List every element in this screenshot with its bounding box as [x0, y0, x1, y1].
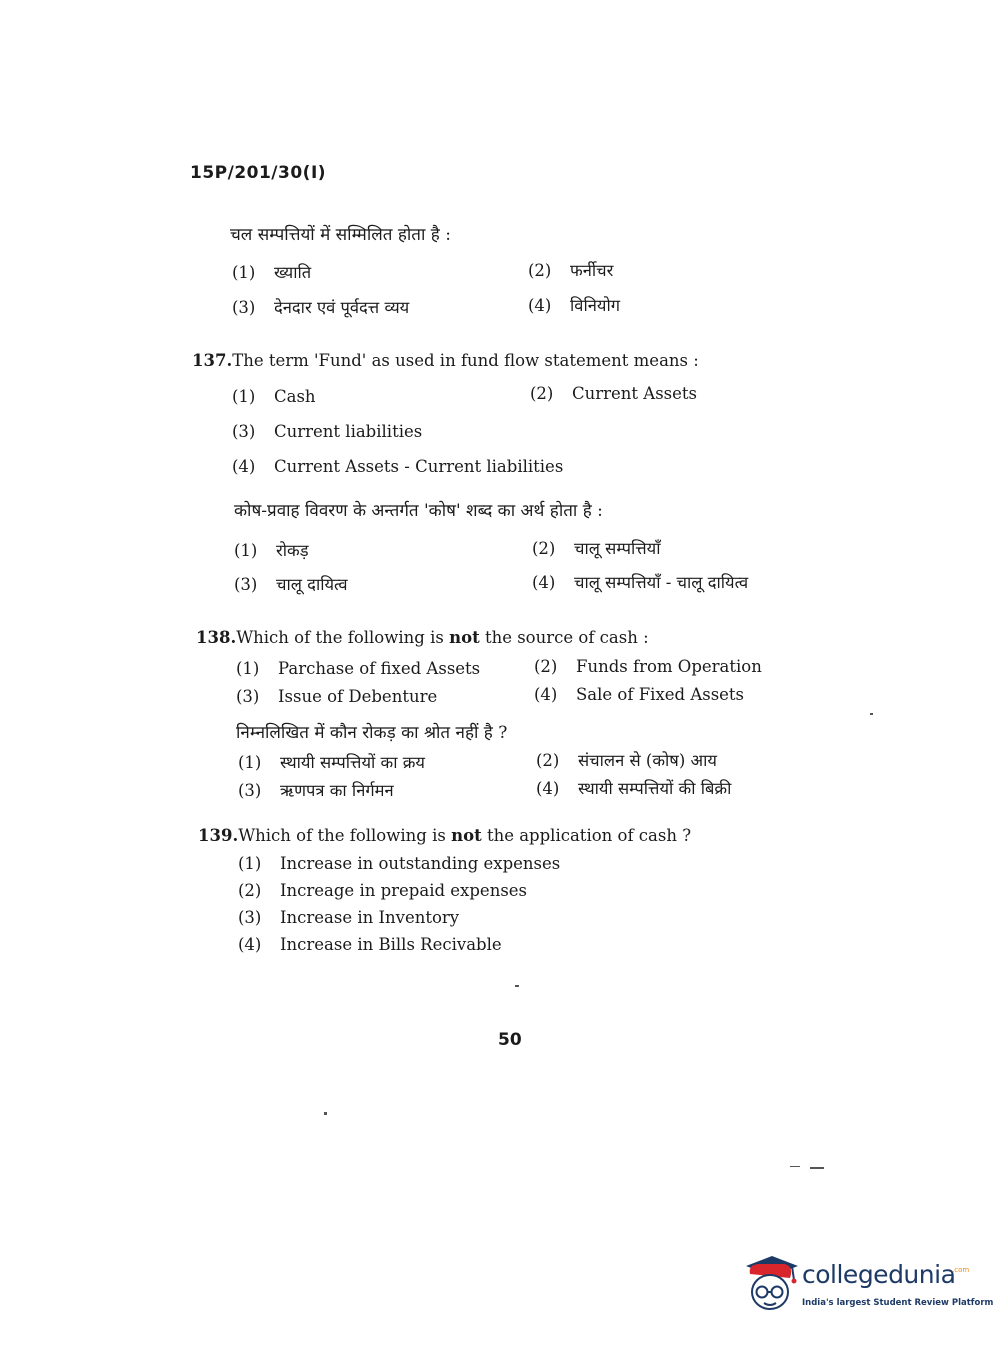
- scan-speck: [790, 1166, 800, 1167]
- option-number: (4): [532, 573, 556, 592]
- q137-hindi-option-3: [234, 572, 348, 595]
- question-text-emphasis: not: [451, 826, 482, 845]
- option-text: Funds from Operation: [576, 657, 762, 676]
- q136-hindi-option-3: [232, 295, 409, 318]
- option-number: (2): [534, 657, 558, 676]
- q137-option-4: [232, 457, 563, 476]
- option-number: (1): [236, 659, 260, 678]
- q136-hindi-option-1: [232, 260, 311, 283]
- question-text-pre: Which of the following is: [238, 826, 452, 845]
- q137-option-1: [232, 387, 316, 406]
- q139-option-4: [238, 935, 502, 954]
- option-number: (2): [536, 751, 560, 770]
- q136-hindi-option-2: [528, 258, 613, 281]
- option-number: (3): [238, 781, 262, 800]
- option-number: (1): [232, 263, 256, 282]
- question-number: 137.: [192, 351, 233, 370]
- option-text: Sale of Fixed Assets: [576, 685, 745, 704]
- q138-stem: [196, 628, 649, 647]
- question-text-post: the source of cash :: [479, 628, 649, 647]
- option-text: ऋणपत्र का निर्गमन: [280, 781, 394, 800]
- option-text: चालू सम्पत्तियाँ - चालू दायित्व: [574, 573, 749, 592]
- q136-hindi-stem: चल सम्पत्तियों में सम्मिलित होता है :: [230, 225, 451, 245]
- question-number: 138.: [196, 628, 237, 647]
- option-text: Cash: [274, 387, 316, 406]
- option-text: विनियोग: [570, 296, 621, 315]
- q138-hindi-stem: निम्नलिखित में कौन रोकड़ का श्रोत नहीं है ?: [236, 723, 508, 743]
- option-text: संचालन से (कोष) आय: [578, 751, 717, 770]
- q139-stem: [198, 826, 691, 845]
- option-number: (3): [232, 298, 256, 317]
- option-text: चालू सम्पत्तियाँ: [574, 539, 661, 558]
- option-number: (1): [238, 854, 262, 873]
- q137-option-3: [232, 422, 422, 441]
- q138-hindi-option-4: [536, 776, 731, 799]
- scan-speck: [324, 1112, 327, 1115]
- scan-speck: [810, 1167, 824, 1169]
- option-number: (3): [236, 687, 260, 706]
- option-text: Increage in prepaid expenses: [280, 881, 528, 900]
- option-text: Parchase of fixed Assets: [278, 659, 481, 678]
- q137-option-2: [530, 384, 697, 403]
- option-number: (4): [534, 685, 558, 704]
- option-number: (1): [232, 387, 256, 406]
- option-text: फर्नीचर: [570, 261, 614, 280]
- question-text-pre: Which of the following is: [236, 628, 450, 647]
- q138-hindi-option-1: [238, 750, 425, 773]
- option-number: (3): [234, 575, 258, 594]
- option-number: (3): [232, 422, 256, 441]
- q138-option-3: [236, 687, 437, 706]
- graduate-mascot-icon: [742, 1252, 800, 1316]
- option-text: Current Assets: [572, 384, 698, 403]
- logo-wordmark: collegedunia: [802, 1260, 956, 1289]
- q137-hindi-option-2: [532, 536, 661, 559]
- page-number: 50: [498, 1030, 522, 1050]
- q139-option-1: [238, 854, 560, 873]
- option-number: (4): [528, 296, 552, 315]
- option-number: (2): [238, 881, 262, 900]
- logo-tagline: India's largest Student Review Platform: [802, 1298, 994, 1308]
- option-text: रोकड़: [276, 541, 309, 560]
- option-text: ख्याति: [274, 263, 312, 282]
- question-number: 139.: [198, 826, 239, 845]
- q137-stem: [192, 351, 699, 370]
- q139-option-2: [238, 881, 527, 900]
- logo-suffix: .com: [952, 1266, 970, 1274]
- question-text: The term 'Fund' as used in fund flow statement means :: [232, 351, 699, 370]
- q138-option-2: [534, 657, 762, 676]
- paper-code: 15P/201/30(I): [190, 163, 327, 183]
- q138-hindi-option-2: [536, 748, 717, 771]
- option-number: (4): [232, 457, 256, 476]
- question-text-post: the application of cash ?: [481, 826, 692, 845]
- option-text: स्थायी सम्पत्तियों का क्रय: [280, 753, 425, 772]
- q138-hindi-option-3: [238, 778, 394, 801]
- option-text: Increase in Bills Recivable: [280, 935, 502, 954]
- question-text-emphasis: not: [449, 628, 480, 647]
- option-number: (4): [238, 935, 262, 954]
- collegedunia-logo[interactable]: [742, 1252, 994, 1316]
- q138-option-1: [236, 659, 480, 678]
- scan-speck: [870, 713, 873, 715]
- option-number: (3): [238, 908, 262, 927]
- option-text: Issue of Debenture: [278, 687, 438, 706]
- option-text: Increase in outstanding expenses: [280, 854, 561, 873]
- q139-option-3: [238, 908, 459, 927]
- option-number: (2): [528, 261, 552, 280]
- option-text: चालू दायित्व: [276, 575, 348, 594]
- option-text: देनदार एवं पूर्वदत्त व्यय: [274, 298, 410, 317]
- option-text: Increase in Inventory: [280, 908, 460, 927]
- option-number: (1): [238, 753, 262, 772]
- scan-speck: [515, 985, 519, 987]
- option-number: (2): [532, 539, 556, 558]
- option-text: Current liabilities: [274, 422, 423, 441]
- q137-hindi-stem: कोष-प्रवाह विवरण के अन्तर्गत 'कोष' शब्द का अर्थ होता है :: [234, 501, 603, 521]
- option-text: स्थायी सम्पत्तियों की बिक्री: [578, 779, 732, 798]
- q138-option-4: [534, 685, 744, 704]
- q137-hindi-option-4: [532, 570, 748, 593]
- q136-hindi-option-4: [528, 293, 620, 316]
- option-number: (1): [234, 541, 258, 560]
- option-text: Current Assets - Current liabilities: [274, 457, 564, 476]
- option-number: (4): [536, 779, 560, 798]
- q137-hindi-option-1: [234, 538, 309, 561]
- option-number: (2): [530, 384, 554, 403]
